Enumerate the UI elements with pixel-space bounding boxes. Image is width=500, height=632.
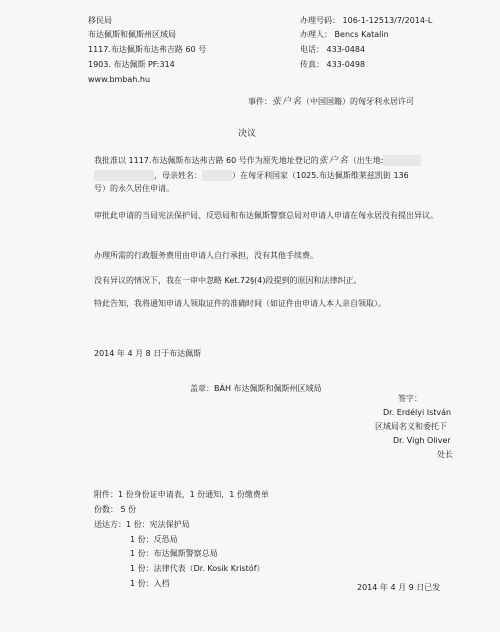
redacted-birthdate: [94, 170, 154, 181]
body-p4: 没有异议的情况下，我在一审中忽略 Ket.72§(4)段提到的原因和法律纠正。: [94, 276, 362, 285]
attachments: 附件：1 份身份证申请表，1 份通知，1 份缴费单: [94, 490, 269, 499]
signer-name-1: Dr. Erdélyi István: [383, 408, 452, 417]
handwritten-name: 张户名: [272, 97, 303, 107]
handwritten-name: 张户名: [318, 156, 349, 166]
body-p3: 办理所需的行政服务费用由申请人自行承担，没有其他手续费。: [94, 251, 318, 260]
signature-label: 签字：: [398, 394, 422, 403]
body-p1-line1: 我批准以 1117.布达佩斯布达弗吉路 60 号作为原先地址登记的张户名（出生地:: [94, 155, 421, 166]
signer-name-2: Dr. Vigh Oliver: [393, 436, 451, 445]
phone-number: 电话： 433-0484: [300, 45, 366, 54]
office-address-1: 1117.布达佩斯布达弗吉路 60 号: [88, 45, 207, 54]
body-p1-line3: 号）的永久居住申请。: [94, 184, 174, 193]
recipient-3: 1 份：布达佩斯警察总局: [130, 549, 218, 558]
file-number: 办理号码： 106-1-12513/7/2014-L: [300, 16, 433, 25]
clerk-name: 办理人： Bencs Katalin: [300, 30, 389, 39]
issue-date: 2014 年 4 月 8 日于布达佩斯: [94, 349, 202, 358]
body-p1-line2: ，母亲姓名： ）在匈牙利国家（1025.布达佩斯维莱兹凯街 136: [94, 170, 409, 181]
body-p5: 特此告知，我将通知申请人领取证件的准确时间（如证件由申请人本人亲自领取）。: [94, 299, 386, 308]
recipient-5: 1 份：入档: [130, 579, 170, 588]
copies-count: 份数： 5 份: [94, 505, 137, 514]
signer-role-2: 处长: [437, 450, 453, 459]
subject-line: 事件：张户名（中国国籍）的匈牙利永居许可: [248, 97, 415, 107]
redacted-mother-name: [202, 170, 232, 181]
fax-number: 传真： 433-0498: [300, 60, 366, 69]
signer-role-1: 区域局名义和委托下: [375, 422, 447, 431]
body-p2: 审批此申请的当局宪法保护局、反恐局和布达佩斯警察总局对申请人申请在匈永居没有提出异议。: [94, 211, 438, 220]
seal-line: 盖章：BÁH 布达佩斯和佩斯州区域局: [190, 384, 322, 393]
office-address-2: 1903. 布达佩斯 PF:314: [88, 60, 175, 69]
office-website: www.bmbah.hu: [88, 75, 151, 84]
recipient-2: 1 份：反恐局: [130, 535, 178, 544]
recipient-4: 1 份：法律代表（Dr. Kosik Kristóf）: [130, 564, 265, 573]
dept-name: 移民局: [88, 16, 112, 25]
sent-date: 2014 年 4 月 9 日已发: [357, 583, 441, 592]
redacted-birthplace: [383, 155, 421, 166]
office-name: 布达佩斯和佩斯州区域局: [88, 30, 176, 39]
recipient-1: 送达方：1 份：宪法保护局: [94, 520, 190, 529]
document-title: 决议: [238, 129, 257, 139]
